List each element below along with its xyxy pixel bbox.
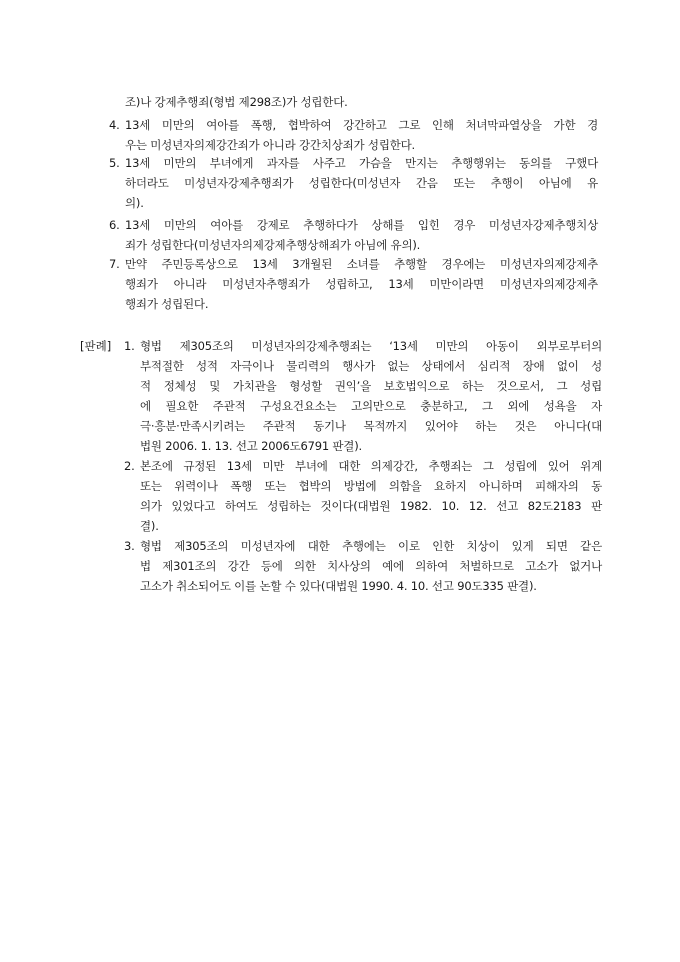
text-line: 죄가 성립한다(미성년자의제강제추행상해죄가 아님에 유의). [125,238,421,252]
text-line: 13세 미만의 여아를 폭행, 협박하여 강간하고 그로 인해 처녀막파열상을 가한 경 [125,118,598,132]
text-line: 또는 위력이나 폭행 또는 협박의 방법에 의함을 요하지 아니하며 피해자의 동 [140,479,602,493]
item-number: 6. [109,218,120,232]
text-line: 에 필요한 주관적 구성요건요소는 고의만으로 충분하고, 그 외에 성욕을 자 [140,399,602,413]
item-number: 3. [124,539,135,553]
text-line: 의). [125,196,144,210]
item-number: 4. [109,118,120,132]
text-line: 행죄가 아니라 미성년자추행죄가 성립하고, 13세 미만이라면 미성년자의제강제추 [125,277,598,291]
text-line: 법원 2006. 1. 13. 선고 2006도6791 판결). [140,439,362,453]
text-line: 13세 미만의 부녀에게 과자를 사주고 가슴을 만지는 추행행위는 동의를 구했다 [125,156,598,170]
item-number: 1. [124,339,135,353]
text-line: 고소가 취소되어도 이를 논할 수 있다(대법원 1990. 4. 10. 선고 90도335 판결). [140,579,537,593]
intro-paragraph [125,92,401,112]
text-line: 13세 미만의 여아를 강제로 추행하다가 상해를 입힌 경우 미성년자강제추행치상 [125,218,598,232]
text-line: 부적절한 성적 자극이나 물리력의 행사가 없는 상태에서 심리적 장애 없이 성 [140,359,602,373]
precedent-item-2 [124,456,602,536]
text-line: 법 제301조의 강간 등에 의한 치사상의 예에 의하여 처벌하므로 고소가 없거나 [140,559,602,573]
text-line: 행죄가 성립된다. [125,297,209,311]
text-line: 우는 미성년자의제강간죄가 아니라 강간치상죄가 성립한다. [125,138,415,152]
item-number: 2. [124,459,135,473]
text-line: 형법 제305조의 미성년자의강제추행죄는 ‘13세 미만의 아동이 외부로부터의 [140,339,602,353]
text-line: 만약 주민등록상으로 13세 3개월된 소녀를 추행할 경우에는 미성년자의제강제추 [125,257,598,271]
item-number: 7. [109,257,120,271]
text-line: 결). [140,519,159,533]
precedent-item-3 [124,536,602,596]
text-line: 극·흥분·만족시키려는 주관적 동기나 목적까지 있어야 하는 것은 아니다(대 [140,419,602,433]
text-line: 적 정체성 및 가치관을 형성할 권익’을 보호법익으로 하는 것으로서, 그 성립 [140,379,602,393]
text-line: 조)나 강제추행죄(형법 제298조)가 성립한다. [125,95,348,109]
list-item-6 [109,215,598,255]
list-item-4 [109,115,598,155]
precedent-tag: [판례] [80,339,112,353]
text-line: 본조에 규정된 13세 미만 부녀에 대한 의제강간, 추행죄는 그 성립에 있어 위계 [140,459,602,473]
item-number: 5. [109,156,120,170]
list-item-5 [109,153,598,213]
text-line: 의가 있었다고 하여도 성립하는 것이다(대법원 1982. 10. 12. 선고 82도2183 판 [140,499,602,513]
precedent-item-1 [124,336,602,456]
text-line: 형법 제305조의 미성년자에 대한 추행에는 이로 인한 치상이 있게 되면 같은 [140,539,602,553]
list-item-7 [109,254,598,314]
text-line: 하더라도 미성년자강제추행죄가 성립한다(미성년자 간음 또는 추행이 아님에 유 [125,176,598,190]
